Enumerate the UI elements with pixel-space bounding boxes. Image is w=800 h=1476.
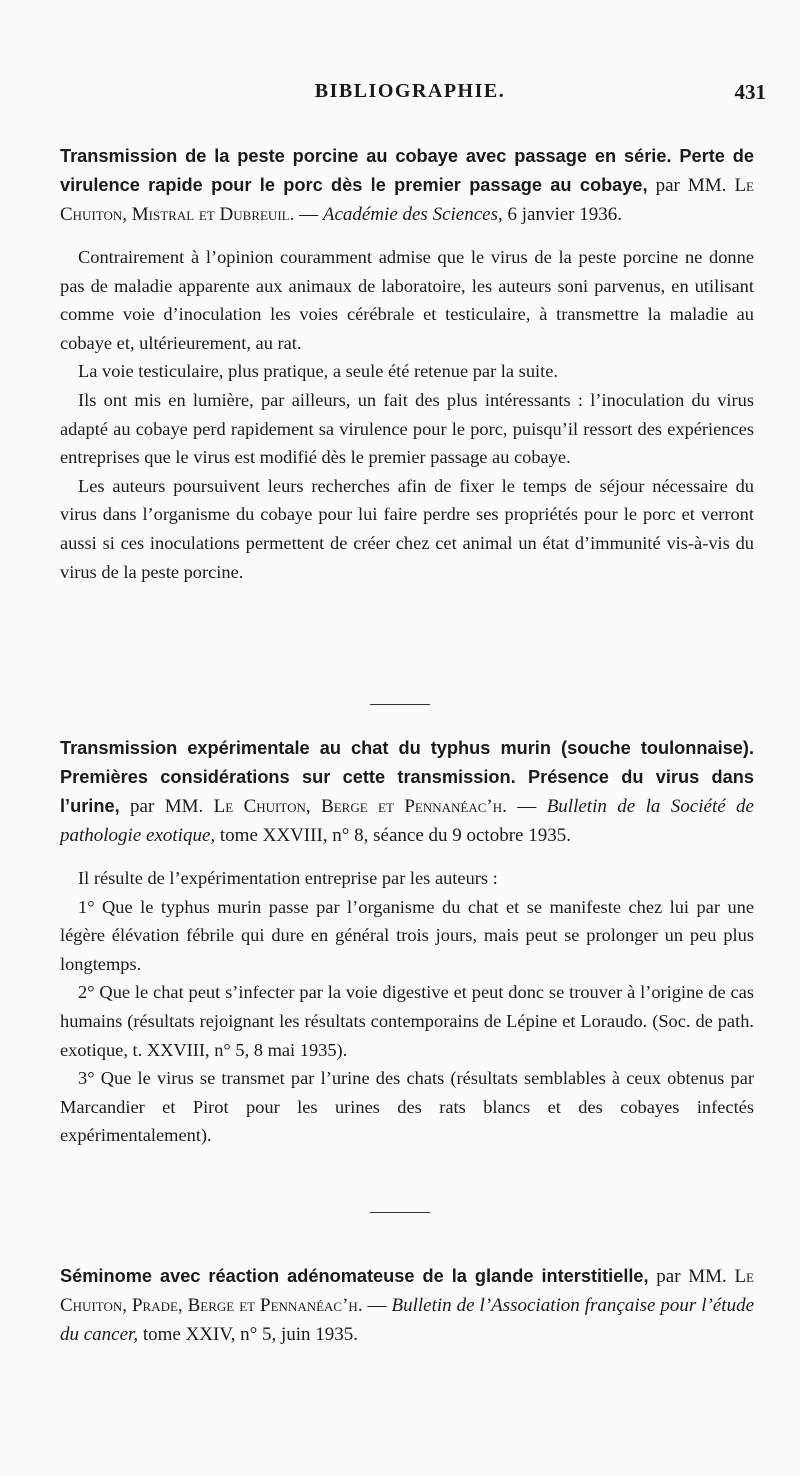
entry-by: par MM. [647,175,735,196]
entry-authors: Le Chuiton, Prade, Berge et Pennanéac’h. [60,1266,754,1316]
entry-journal: Académie des Sciences, [322,204,503,225]
page-number: 431 [734,80,766,104]
entry-3 [60,1262,754,1349]
entry-by: par MM. [648,1266,735,1287]
entry-2 [60,734,754,1150]
entry-dash: — [506,796,547,817]
paragraph: La voie testiculaire, plus pratique, a seule été retenue par la suite. [78,361,558,382]
entry-by: par MM. [119,796,214,817]
list-item: 2° Que le chat peut s’infecter par la voie digestive et peut donc se trouver à l’origine de cas humains (résultats rejoignant les résultats contemporains de Lépine et Loraudo. (Soc. de path. exotique, t. XXVIII, n° 5, 8 mai 1935). [60,982,754,1060]
entry-journal: Bulletin de l’Association française pour l’étude du cancer, [60,1295,755,1345]
paragraph: Ils ont mis en lumière, par ailleurs, un fait des plus intéressants : l’inoculation du virus adapté au cobaye perd rapidement sa virulence pour le porc, puisqu’il ressort des expériences entreprises que le virus est modifié dès le premier passage au cobaye. [60,389,754,468]
running-title: BIBLIOGRAPHIE. [314,80,506,102]
entry-heading [60,734,754,850]
separator-rule [370,1212,430,1213]
entry-dash: — [362,1295,392,1316]
list-item: 3° Que le virus se transmet par l’urine des chats (résultats semblables à ceux obtenus par Marcandier et Pirot pour les urines des rats blancs et des cobayes infectés expérimentalement). [60,1068,754,1146]
paragraph: Il résulte de l’expérimentation entreprise par les auteurs : [78,868,498,888]
entry-title: Transmission de la peste porcine au cobaye avec passage en série. Perte de virulence rapide pour le porc dès le premier passage au cobaye, [60,146,754,195]
entry-title: Séminome avec réaction adénomateuse de la glande interstitielle, [60,1266,649,1286]
running-head [60,80,766,110]
separator-rule [370,704,430,705]
entry-authors: Le Chuiton, Mistral et Dubreuil. [60,175,754,225]
entry-heading [60,142,754,229]
entry-journal: Bulletin de la Société de pathologie exotique, [60,796,754,846]
list-item: 1° Que le typhus murin passe par l’organisme du chat et se manifeste chez lui par une légère élévation fébrile qui dure en général trois jours, mais peut se prolonger un peu plus longtemps. [60,896,754,974]
entry-reference: tome XXVIII, n° 8, séance du 9 octobre 1935. [215,825,571,846]
paragraph: Les auteurs poursuivent leurs recherches afin de fixer le temps de séjour nécessaire du virus dans l’organisme du cobaye pour lui faire perdre ses propriétés pour le porc et verront aussi si ces inoculations permettent de créer chez cet animal un état d’immunité vis-à-vis du virus de la peste porcine. [60,475,754,582]
paragraph: Contrairement à l’opinion couramment admise que le virus de la peste porcine ne donne pas de maladie apparente aux animaux de laboratoire, les auteurs soni parvenus, en utilisant comme voie d’inoculation les voies cérébrale et testiculaire, à transmettre la maladie au cobaye et, ultérieurement, au rat. [60,247,754,353]
entry-dash: — [294,204,323,225]
entry-reference: tome XXIV, n° 5, juin 1935. [138,1324,359,1345]
entry-reference: 6 janvier 1936. [502,204,622,225]
entry-authors: Le Chuiton, Berge et Pennanéac’h. [213,796,507,817]
entry-1 [60,142,754,586]
entry-title: Transmission expérimentale au chat du typhus murin (souche toulonnaise). Premières considérations sur cette transmission. Présence du virus dans l’urine, [60,738,754,816]
entry-heading [60,1262,754,1349]
